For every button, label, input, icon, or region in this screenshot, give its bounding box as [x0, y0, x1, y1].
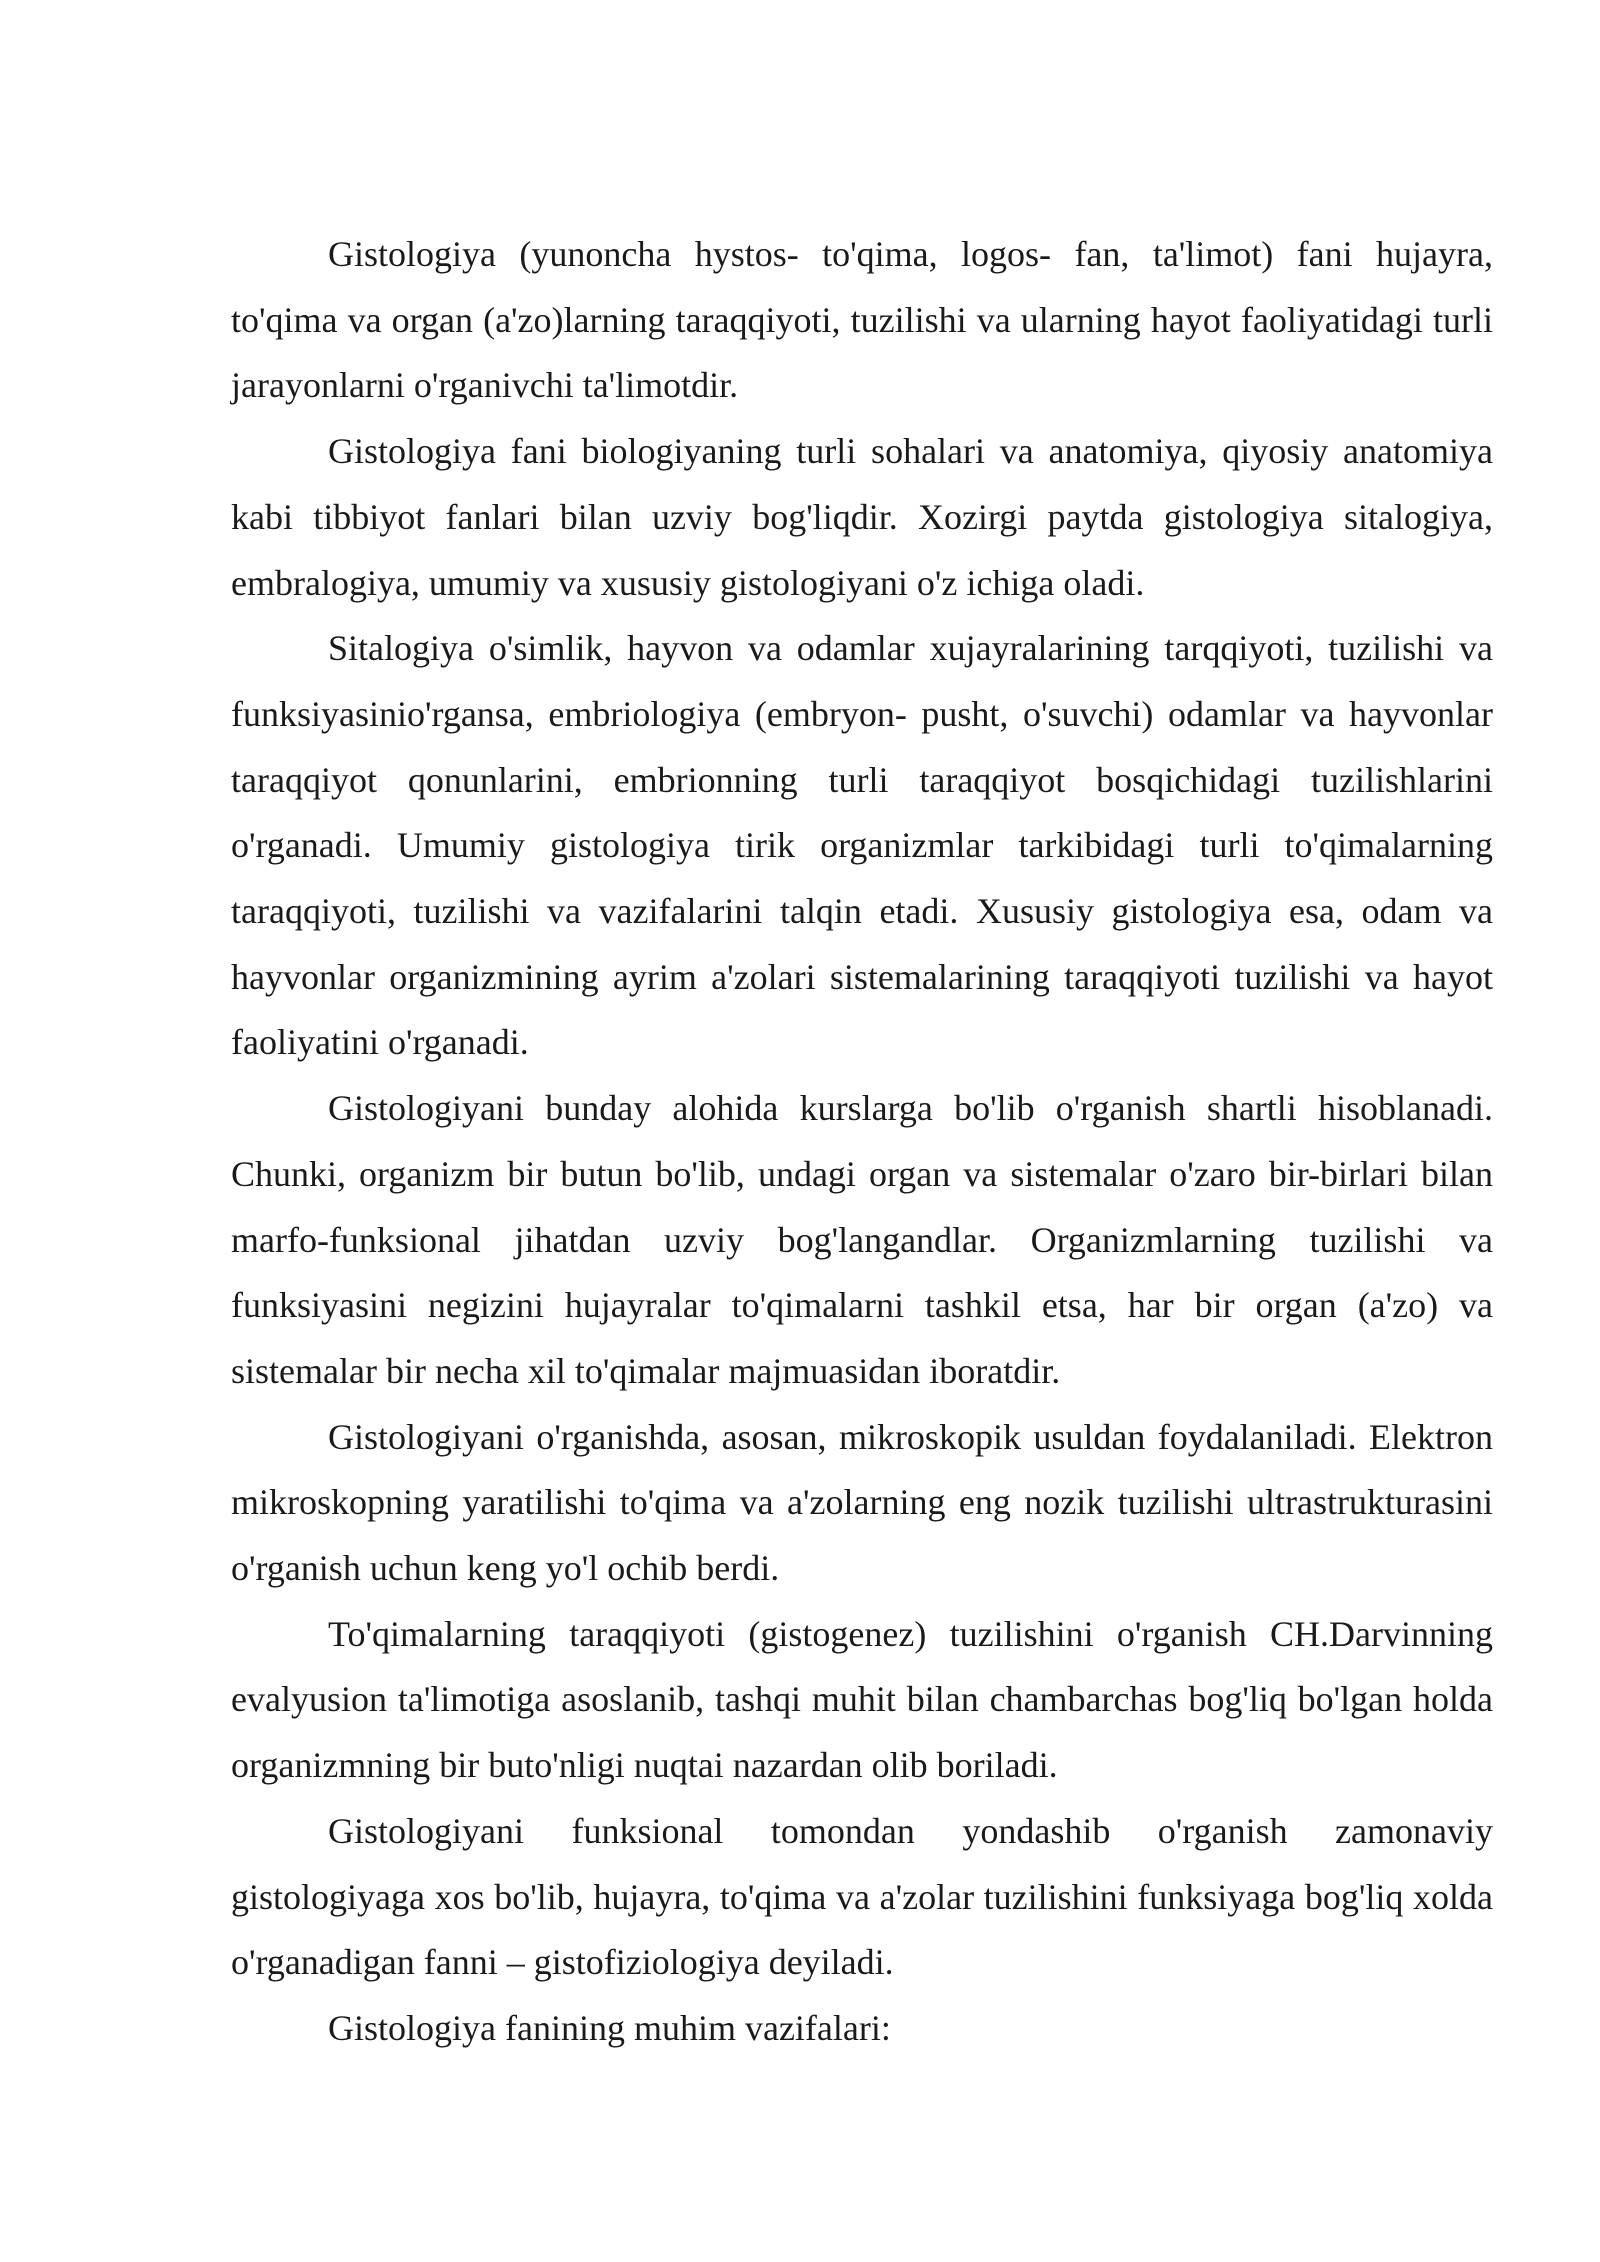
paragraph-cytology: Sitalogiya o'simlik, hayvon va odamlar xujayralarining tarqqiyoti, tuzilishi va funksiyasinio'rgansa, embriologiya (embryon- pusht, o'suvchi) odamlar va hayvonlar taraqqiyot qonunlarini, embrionning turli taraqqiyot bosqichidagi tuzilishlarini o'rganadi. Umumiy gistologiya tirik organizmlar tarkibidagi turli to'qimalarning taraqqiyoti, tuzilishi va vazifalarini talqin etadi. Xususiy gistologiya esa, odam va hayvonlar organizmining ayrim a'zolari sistemalarining taraqqiyoti tuzilishi va hayot faoliyatini o'rganadi. — [231, 628, 1493, 1063]
paragraph-histogenesis: To'qimalarning taraqqiyoti (gistogenez) tuzilishini o'rganish CH.Darvinning evalyusion ta'limotiga asoslanib, tashqi muhit bilan chambarchas bog'liq bo'lgan holda organizmning bir buto'nligi nuqtai nazardan olib boriladi. — [231, 1613, 1493, 1786]
paragraph-intro: Gistologiya (yunoncha hystos- to'qima, logos- fan, ta'limot) fani hujayra, to'qima va organ (a'zo)larning taraqqiyoti, tuzilishi va ularning hayot faoliyatidagi turli jarayonlarni o'rganivchi ta'limotdir. — [231, 234, 1493, 406]
paragraph-microscopy: Gistologiyani o'rganishda, asosan, mikroskopik usuldan foydalaniladi. Elektron mikroskopning yaratilishi to'qima va a'zolarning eng nozik tuzilishi ultrastrukturasini o'rganish uchun keng yo'l ochib berdi. — [231, 1416, 1493, 1589]
paragraph-conditional-division: Gistologiyani bunday alohida kurslarga bo'lib o'rganish shartli hisoblanadi. Chunki, organizm bir butun bo'lib, undagi organ va sistemalar o'zaro bir-birlari bilan marfo-funksional jihatdan uzviy bog'langandlar. Organizmlarning tuzilishi va funksiyasini negizini hujayralar to'qimalarni tashkil etsa, har bir organ (a'zo) va sistemalar bir necha xil to'qimalar majmuasidan iboratdir. — [231, 1088, 1493, 1391]
paragraph-histophysiology: Gistologiyani funksional tomondan yondashib o'rganish zamonaviy gistologiyaga xos bo'lib, hujayra, to'qima va a'zolar tuzilishini funksiyaga bog'liq xolda o'rganadigan fanni – gistofiziologiya deyiladi. — [231, 1810, 1493, 1983]
paragraph-tasks-heading: Gistologiya fanining muhim vazifalari: — [328, 2007, 891, 2048]
document-page — [231, 222, 1493, 2062]
paragraph-related-sciences: Gistologiya fani biologiyaning turli sohalari va anatomiya, qiyosiy anatomiya kabi tibbiyot fanlari bilan uzviy bog'liqdir. Xozirgi paytda gistologiya sitalogiya, embralogiya, umumiy va xususiy gistologiyani o'z ichiga oladi. — [231, 431, 1493, 603]
